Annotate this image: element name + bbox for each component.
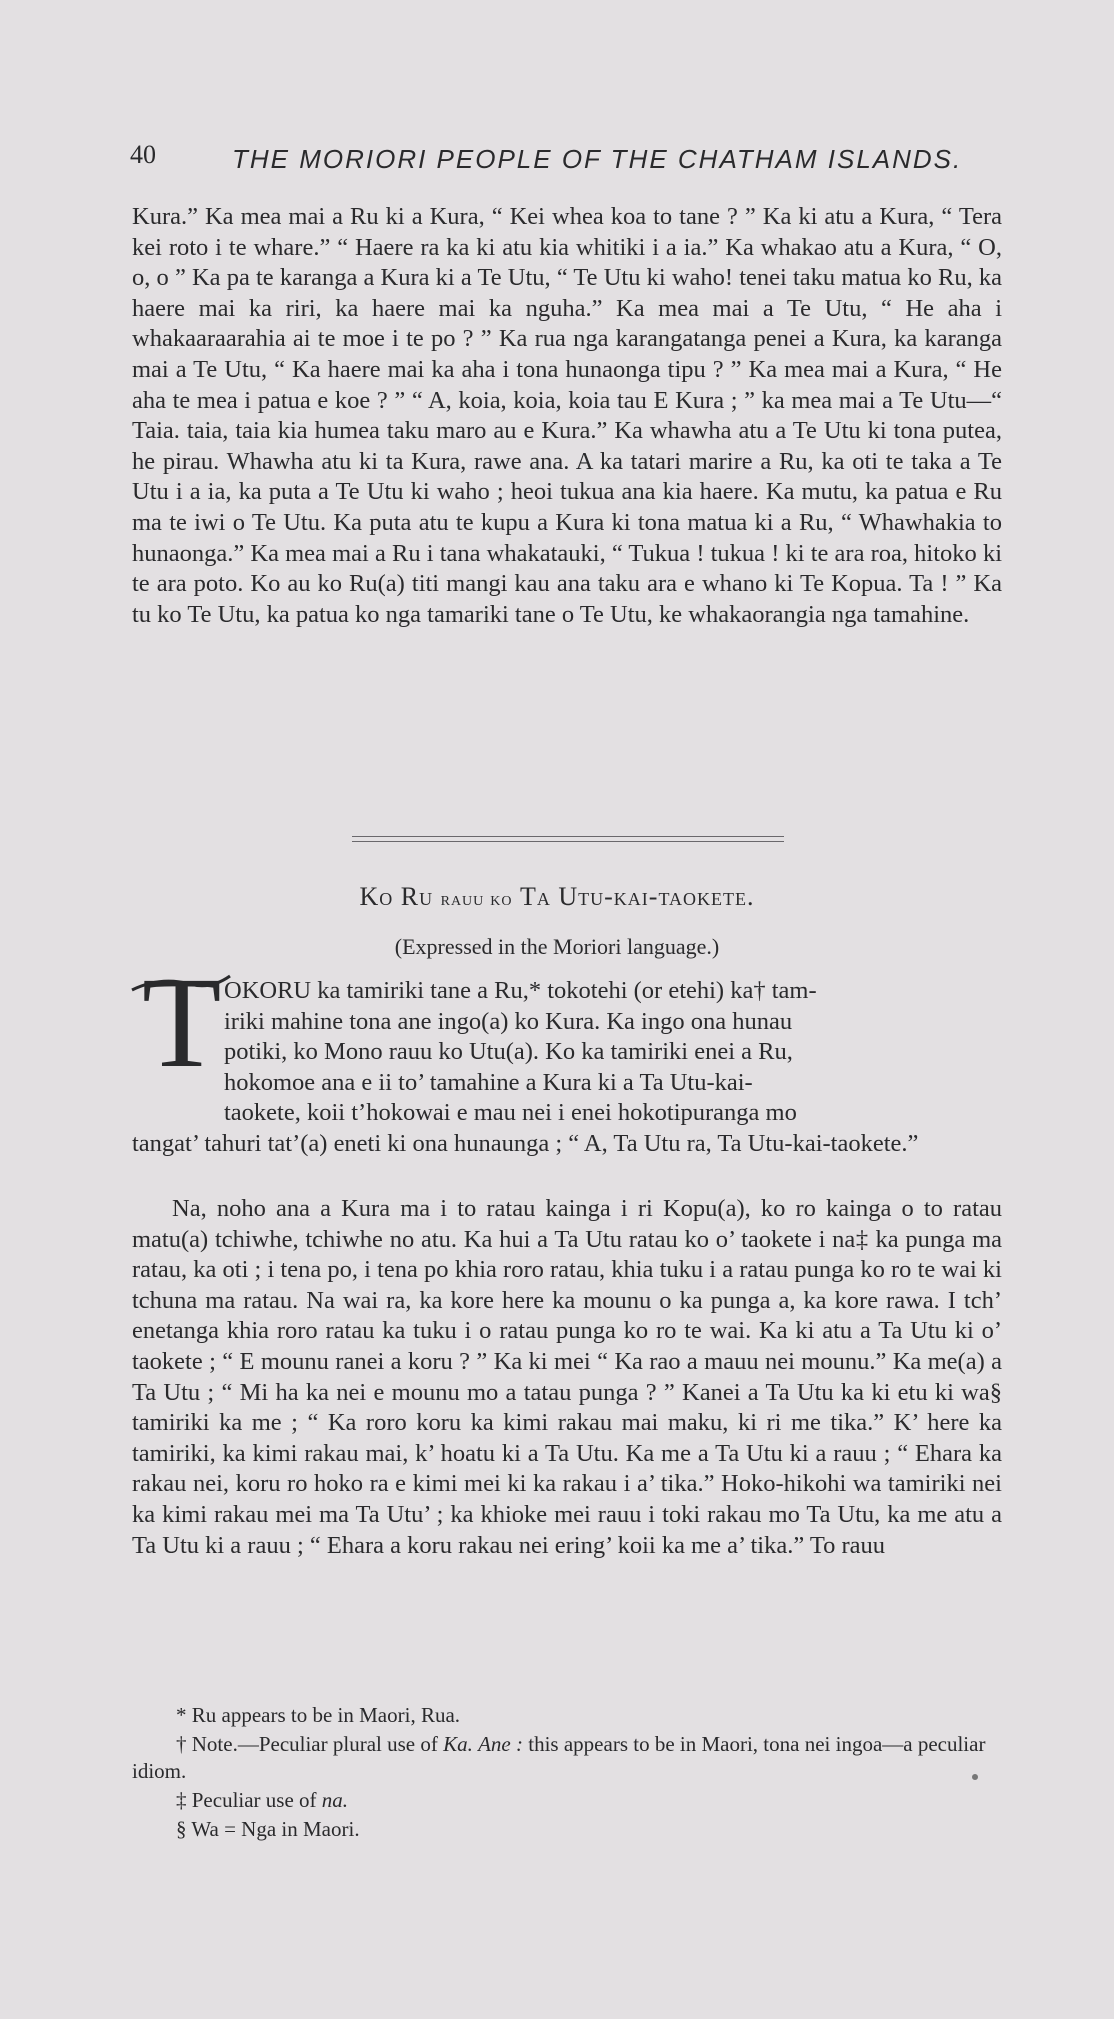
heading-part-3: Ta Utu-kai-taokete. [520,882,755,911]
paper-speck [972,1774,978,1780]
para1-line-4: hokomoe ana e ii to’ tamahine a Kura ki a Ta Utu-kai- [224,1068,753,1096]
footnote-4: § Wa = Nga in Maori. [176,1817,360,1841]
section-divider [352,836,784,842]
story-subtitle: (Expressed in the Moriori language.) [394,934,720,959]
footnote-2-ka: Ka. [443,1732,473,1756]
footnote-2-text-b: this appears to be in Maori, tona nei ingoa—a peculiar idiom. [132,1732,986,1783]
opening-paragraph [132,202,1002,630]
opening-text: Kura.” Ka mea mai a Ru ki a Kura, “ Kei whea koa to tane ? ” Ka ki atu a Kura, “ Tera kei roto i te whare.” “ Haere ra ka ki atu kia whitiki i a ia.” Ka whakao atu a Kura, “ O, o, o ” Ka pa te karanga a Kura ki a Te Utu, “ Te Utu ki waho! tenei taku matua ko Ru, ka haere mai ka riri, ka haere mai ka nguha.” Ka mea mai a Te Utu, “ He aha i whakaaraarahia ai te moe i te po ? ” Ka rua nga karangatanga penei a Kura, ka karanga mai a Te Utu, “ Ka haere mai ka aha i tona hunaonga tipu ? ” Ka mea mai a Kura, “ He aha te mea i patua e koe ? ” “ A, koia, koia, koia tau E Kura ; ” ka mea mai a Te Utu—“ Taia. taia, taia kia humea taku maro au e Kura.” Ka whawha atu a Te Utu ki tona putea, he pirau. Whawha atu ki ta Kura, rawe ana. A ka tatari marire a Ru, ka oti te taka a Te Utu i a ia, ka puta a Te Utu ki waho ; heoi tukua ana kia haere. Ka mutu, ka patua e Ru ma te iwi o Te Utu. Ka puta atu te kupu a Kura ki tona matua ki a Ru, “ Whawhakia to hunaonga.” Ka mea mai a Ru i tana whakatauki, “ Tukua ! tukua ! ki te ara roa, hitoko ki te ara poto. Ko au ko Ru(a) titi mangi kau ana taku ara e whano ki Te Kopua. Ta ! ” Ka tu ko Te Utu, ka patua ko nga tamariki tane o Te Utu, ke whakaorangia nga tamahine. [132,203,1002,628]
footnote-3 [132,1787,1002,1814]
story-paragraph-2 [132,1194,1002,1561]
drop-cap-letter: T [142,951,222,1095]
footnote-3-text: ‡ Peculiar use of [176,1788,317,1812]
para1-line-5: taokete, koii t’hokowai e mau nei i enei hokotipuranga mo [224,1099,797,1127]
para1-line-1: OKORU ka tamiriki tane a Ru,* tokotehi (or etehi) ka† tam- [224,977,817,1004]
heading-part-2: rauu ko [440,888,513,910]
footnote-2-ane: Ane : [478,1732,524,1756]
para1-line-3: potiki, ko Mono rauu ko Utu(a). Ko ka tamiriki enei a Ru, [224,1038,793,1066]
page-header [130,136,1000,180]
footnote-2-text-a: † Note.—Peculiar plural use of [176,1732,438,1756]
page-number: 40 [130,140,156,169]
story-heading [0,882,1114,912]
footnote-1: * Ru appears to be in Maori, Rua. [176,1703,461,1727]
para2-text: Na, noho ana a Kura ma i to ratau kainga i ri Kopu(a), ko ro kainga o to ratau matu(a) tchiwhe, tchiwhe no atu. Ka hui a Ta Utu ratau ko o’ taokete i na‡ ka punga ma ratau, ka oti ; i tena po, i tena po khia roro ratau, khia tuku i a ratau punga ko ro te wai ki tchuna ma ratau. Na wai ra, ka kore here ka mounu o ka punga a, ka kore rawa. I tch’ enetanga khia roro ratau ka tuku i o ratau punga ko ro te wai. Ka ki atu a Ta Utu ki o’ taokete ; “ E mounu ranei a koru ? ” Ka ki mei “ Ka rao a mauu nei mounu.” Ka me(a) a Ta Utu ; “ Mi ha ka nei e mounu mo a tatau punga ? ” Kanei a Ta Utu ka ki etu ki wa§ tamiriki ka me ; “ Ka roro koru ka kimi rakau mai maku, ki ri me tika.” K’ here ka tamiriki, ka kimi rakau mai, k’ hoatu ki a Ta Utu. Ka me a Ta Utu ki a rauu ; “ Ehara ka rakau nei, koru ro hoko ra e kimi mei ki ka rakau i a’ tika.” Hoko-hikohi wa tamiriki nei ka kimi rakau mei ma Ta Utu’ ; ka khioke mei rauu i toki rakau mo Ta Utu, ka me atu a Ta Utu ki a rauu ; “ Ehara a koru rakau nei ering’ koii ka me a’ tika.” To rauu [132,1195,1002,1559]
para1-line-2: iriki mahine tona ane ingo(a) ko Kura. Ka ingo ona hunau [224,1007,793,1035]
story-paragraph-1 [132,976,1002,1160]
footnote-3-na: na. [321,1788,349,1812]
running-title: THE MORIORI PEOPLE OF THE CHATHAM ISLANDS. [232,144,963,174]
heading-part-1: Ko Ru [359,882,434,911]
para1-rest: tangat’ tahuri tat’(a) eneti ki ona hunaunga ; “ A, Ta Utu ra, Ta Utu-kai-taokete.” [132,1129,919,1157]
footnote-2 [132,1731,1002,1785]
footnotes [132,1702,1002,1845]
